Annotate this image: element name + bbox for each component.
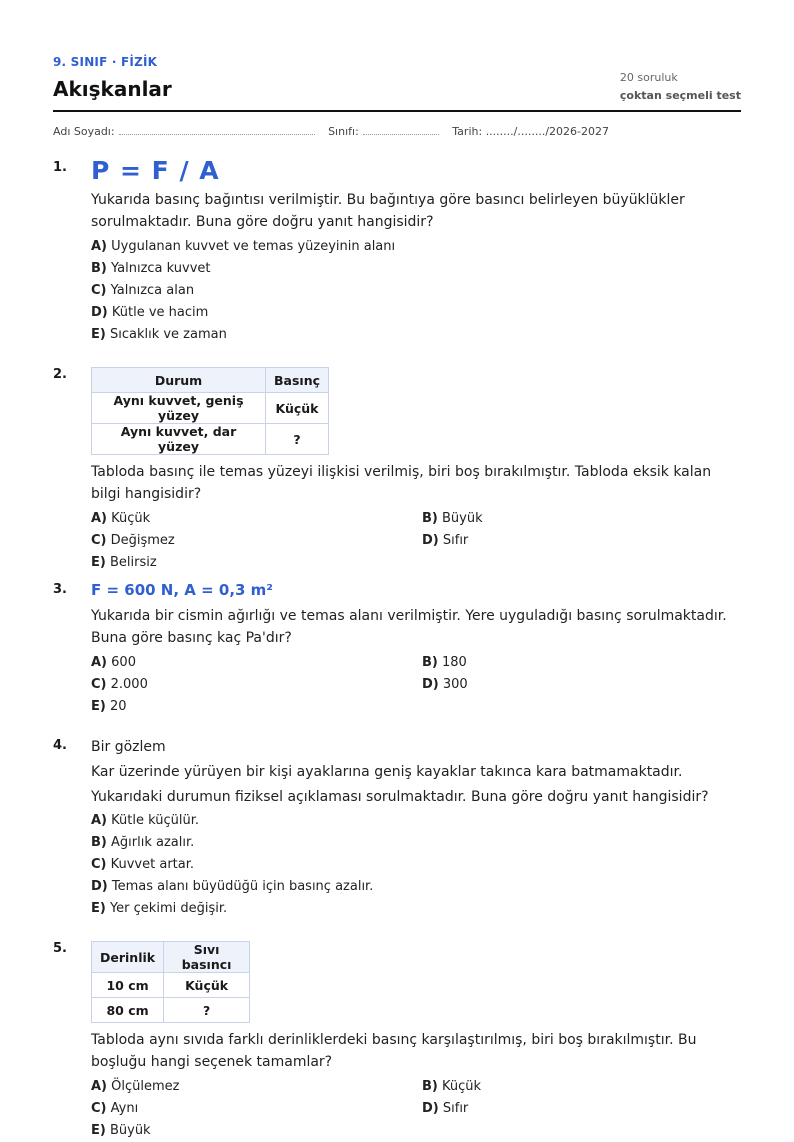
option-grid	[91, 652, 741, 718]
option-e[interactable]: E) 20	[91, 699, 127, 714]
question-number: 3.	[53, 582, 67, 597]
question-stem: Yukarıda basınç bağıntısı verilmiştir. Bu bağıntıya göre basıncı belirleyen büyüklükler sorulmaktadır. Buna göre doğru yanıt hangisidir?	[91, 192, 685, 230]
option-b[interactable]: B) Küçük	[422, 1079, 482, 1094]
observation-text: Kar üzerinde yürüyen bir kişi ayaklarına geniş kayaklar takınca kara batmamaktadır.	[91, 764, 683, 780]
grade-label: 9. SINIF · FİZİK	[53, 55, 158, 69]
option-a[interactable]: A) 600	[91, 655, 136, 670]
test-meta	[620, 71, 741, 102]
option-e[interactable]: E) Belirsiz	[91, 555, 157, 570]
data-table	[91, 367, 329, 455]
table-row	[92, 998, 250, 1023]
question-stem: Yukarıda bir cismin ağırlığı ve temas alanı verilmiştir. Yere uyguladığı basınç sorulmaktadır. Buna göre basınç kaç Pa'dır?	[91, 608, 727, 646]
test-type: çoktan seçmeli test	[619, 89, 741, 102]
table-cell: Aynı kuvvet, geniş yüzey	[92, 393, 266, 424]
question-number: 1.	[53, 160, 67, 175]
option-a[interactable]: A) Ölçülemez	[91, 1079, 180, 1094]
table-header: Durum	[92, 368, 266, 393]
option-b[interactable]: B) Ağırlık azalır.	[91, 835, 195, 850]
option-list	[91, 810, 741, 920]
table-cell: Aynı kuvvet, dar yüzey	[92, 424, 266, 455]
question-count: 20 soruluk	[619, 71, 678, 84]
class-field[interactable]	[363, 124, 439, 135]
option-d[interactable]: D) Temas alanı büyüdüğü için basınç azalır.	[91, 879, 374, 894]
observation-heading: Bir gözlem	[91, 739, 166, 755]
option-d[interactable]: D) Kütle ve hacim	[91, 305, 209, 320]
option-c[interactable]: C) 2.000	[91, 677, 148, 692]
table-cell: Küçük	[266, 393, 329, 424]
question-stem: Tabloda aynı sıvıda farklı derinliklerdeki basınç karşılaştırılmış, biri boş bırakılmıştır. Bu boşluğu hangi seçenek tamamlar?	[91, 1032, 697, 1070]
option-c[interactable]: C) Yalnızca alan	[91, 283, 195, 298]
option-b[interactable]: B) Büyük	[422, 511, 483, 526]
option-a[interactable]: A) Küçük	[91, 511, 151, 526]
table-header-row	[92, 942, 250, 973]
option-b[interactable]: B) 180	[422, 655, 467, 670]
option-grid	[91, 508, 741, 574]
table-row	[92, 424, 329, 455]
student-info-line	[53, 124, 741, 138]
option-d[interactable]: D) Sıfır	[422, 1101, 469, 1116]
table-cell: ?	[266, 424, 329, 455]
question-stem: Tabloda basınç ile temas yüzeyi ilişkisi verilmiş, biri boş bırakılmıştır. Tabloda eksik kalan bilgi hangisidir?	[91, 464, 712, 502]
option-d[interactable]: D) 300	[422, 677, 468, 692]
class-label: Sınıfı:	[328, 125, 359, 138]
option-a[interactable]: A) Kütle küçülür.	[91, 813, 200, 828]
question-stem: Yukarıdaki durumun fiziksel açıklaması sorulmaktadır. Buna göre doğru yanıt hangisidir?	[91, 789, 709, 805]
date-field[interactable]: ......../......../2026-2027	[485, 125, 610, 138]
table-header-row	[92, 368, 329, 393]
option-e[interactable]: E) Sıcaklık ve zaman	[91, 327, 227, 342]
question-number: 4.	[53, 738, 67, 753]
formula: P = F / A	[91, 156, 220, 185]
option-e[interactable]: E) Yer çekimi değişir.	[91, 901, 228, 916]
worksheet-header	[53, 0, 741, 138]
table-cell: Küçük	[164, 973, 250, 998]
page-title: Akışkanlar	[53, 77, 172, 101]
data-table	[91, 941, 250, 1023]
option-c[interactable]: C) Kuvvet artar.	[91, 857, 195, 872]
option-a[interactable]: A) Uygulanan kuvvet ve temas yüzeyinin alanı	[91, 239, 396, 254]
table-row	[92, 973, 250, 998]
option-list	[91, 236, 741, 346]
option-e[interactable]: E) Büyük	[91, 1123, 151, 1138]
table-header: Sıvı basıncı	[164, 942, 250, 973]
option-grid	[91, 1076, 741, 1142]
table-header: Basınç	[266, 368, 329, 393]
table-header: Derinlik	[92, 942, 164, 973]
table-row	[92, 393, 329, 424]
table-cell: ?	[164, 998, 250, 1023]
table-cell: 10 cm	[92, 973, 164, 998]
option-b[interactable]: B) Yalnızca kuvvet	[91, 261, 211, 276]
question-number: 5.	[53, 941, 67, 956]
option-d[interactable]: D) Sıfır	[422, 533, 469, 548]
name-label: Adı Soyadı:	[53, 125, 115, 138]
formula: F = 600 N, A = 0,3 m²	[91, 581, 273, 599]
header-divider	[53, 110, 741, 112]
date-label: Tarih:	[452, 125, 483, 138]
name-field[interactable]	[119, 124, 315, 135]
question-number: 2.	[53, 367, 67, 382]
table-cell: 80 cm	[92, 998, 164, 1023]
option-c[interactable]: C) Aynı	[91, 1101, 139, 1116]
option-c[interactable]: C) Değişmez	[91, 533, 175, 548]
